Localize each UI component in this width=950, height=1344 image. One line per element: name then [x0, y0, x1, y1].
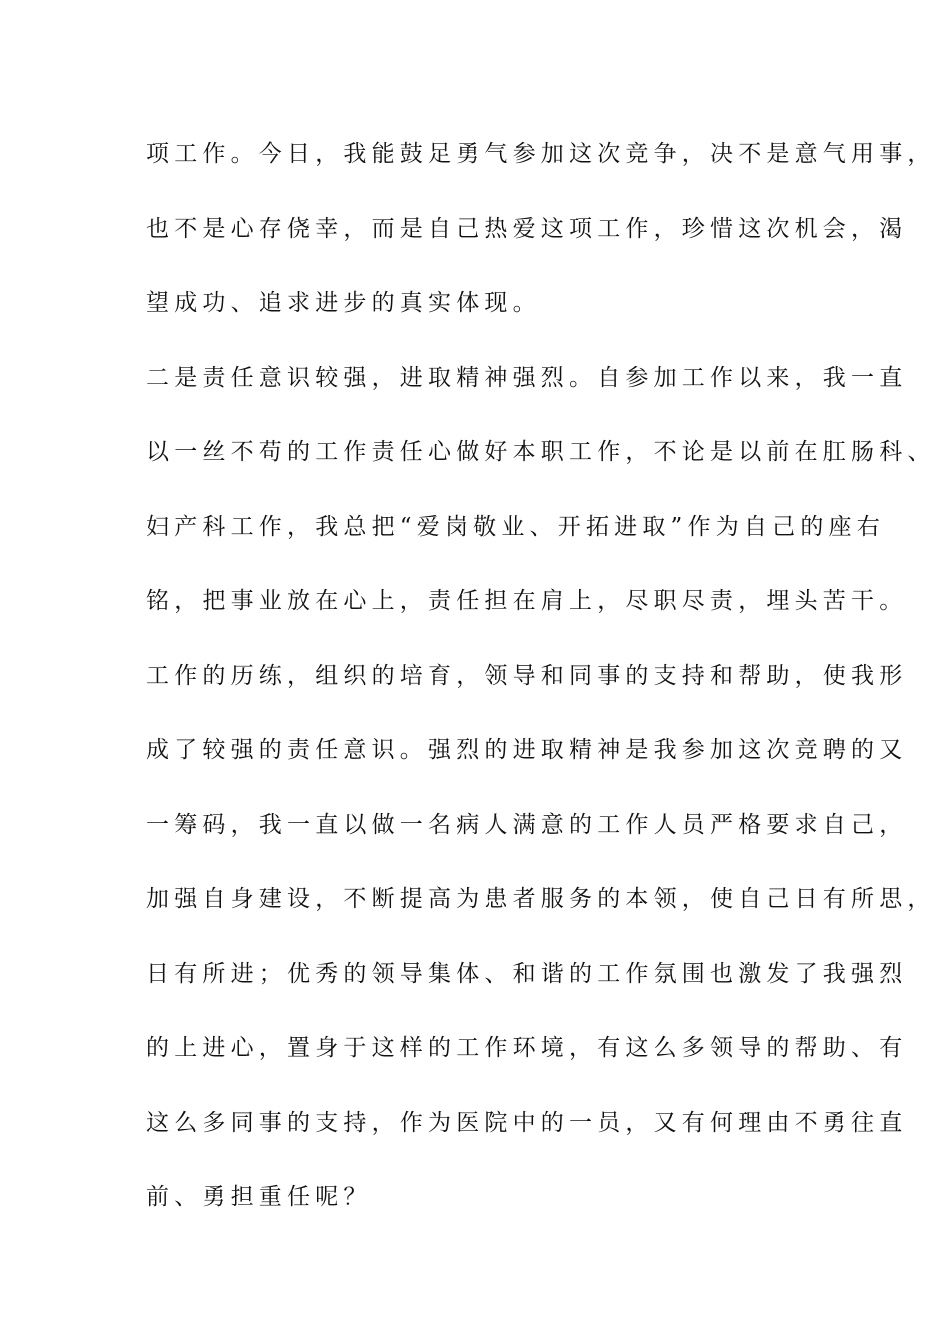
text-line: 日有所进；优秀的领导集体、和谐的工作氛围也激发了我强烈 — [146, 961, 908, 987]
text-line: 加强自身建设，不断提高为患者服务的本领，使自己日有所思， — [146, 886, 936, 912]
text-line: 妇产科工作，我总把“爱岗敬业、开拓进取”作为自己的座右 — [146, 514, 885, 540]
text-line: 工作的历练，组织的培育，领导和同事的支持和帮助，使我形 — [146, 663, 908, 689]
text-line: 望成功、追求进步的真实体现。 — [146, 290, 541, 316]
text-line: 也不是心存侥幸，而是自己热爱这项工作，珍惜这次机会，渴 — [146, 216, 908, 242]
text-line: 成了较强的责任意识。强烈的进取精神是我参加这次竞聘的又 — [146, 737, 908, 763]
text-line: 前、勇担重任呢？ — [146, 1184, 372, 1210]
text-line: 的上进心，置身于这样的工作环境，有这么多领导的帮助、有 — [146, 1035, 908, 1061]
text-line: 二是责任意识较强，进取精神强烈。自参加工作以来，我一直 — [146, 365, 908, 391]
text-line: 这么多同事的支持，作为医院中的一员，又有何理由不勇往直 — [146, 1110, 908, 1136]
text-line: 以一丝不苟的工作责任心做好本职工作，不论是以前在肛肠科、 — [146, 439, 936, 465]
text-line: 项工作。今日，我能鼓足勇气参加这次竞争，决不是意气用事， — [146, 141, 936, 167]
text-line: 铭，把事业放在心上，责任担在肩上，尽职尽责，埋头苦干。 — [146, 588, 908, 614]
text-line: 一筹码，我一直以做一名病人满意的工作人员严格要求自己， — [146, 812, 908, 838]
